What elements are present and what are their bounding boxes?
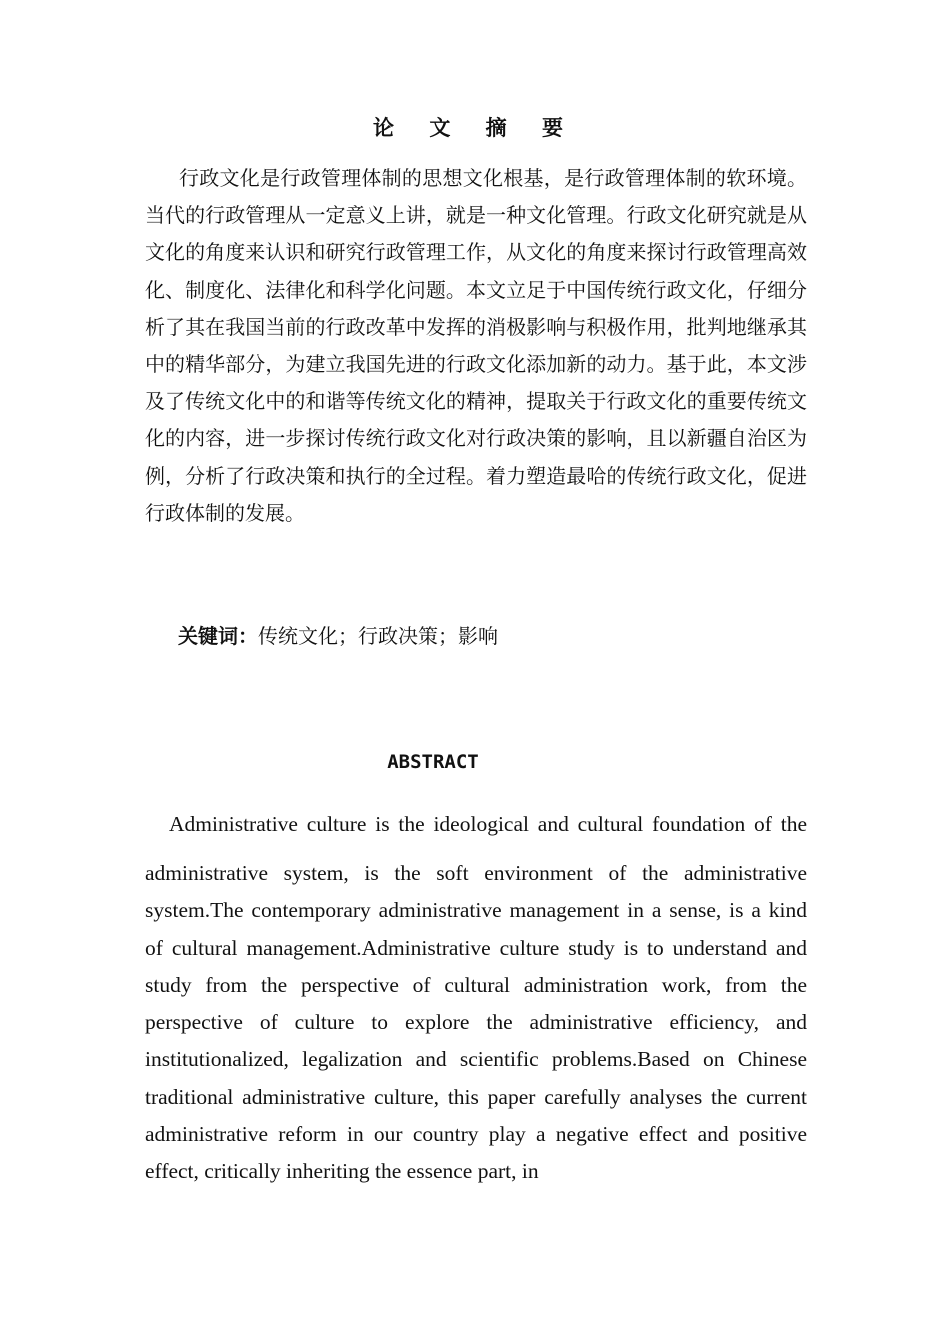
english-abstract-title: ABSTRACT [387, 751, 479, 773]
english-abstract-continuation: administrative system, is the soft environment of the administrative system.The contemporary administrative management in a sense, is a kind of cultural management.Administrative culture study is to understand and study from the perspective of cultural administration work, from the perspective of culture to explore the administrative efficiency, and institutionalized, legalization and scientific problems.Based on Chinese traditional administrative culture, this paper carefully analyses the current administrative reform in our country play a negative effect and positive effect, critically inheriting the essence part, in [145, 861, 807, 1184]
chinese-abstract-title: 论 文 摘 要 [373, 116, 577, 140]
english-abstract-first-line: Administrative culture is the ideological and cultural foundation of the [169, 812, 807, 836]
english-abstract-body [145, 805, 807, 1191]
keywords-label: 关键词： [178, 624, 258, 648]
keywords-value: 传统文化；行政决策；影响 [258, 624, 498, 648]
chinese-abstract-body: 行政文化是行政管理体制的思想文化根基，是行政管理体制的软环境。当代的行政管理从一定意义上讲，就是一种文化管理。行政文化研究就是从文化的角度来认识和研究行政管理工作，从文化的角度来探讨行政管理高效化、制度化、法律化和科学化问题。本文立足于中国传统行政文化，仔细分析了其在我国当前的行政改革中发挥的消极影响与积极作用，批判地继承其中的精华部分，为建立我国先进的行政文化添加新的动力。基于此，本文涉及了传统文化中的和谐等传统文化的精神，提取关于行政文化的重要传统文化的内容，进一步探讨传统行政文化对行政决策的影响，且以新疆自治区为例，分析了行政决策和执行的全过程。着力塑造最哈的传统行政文化，促进行政体制的发展。 [145, 166, 807, 525]
keywords-line [178, 620, 498, 652]
